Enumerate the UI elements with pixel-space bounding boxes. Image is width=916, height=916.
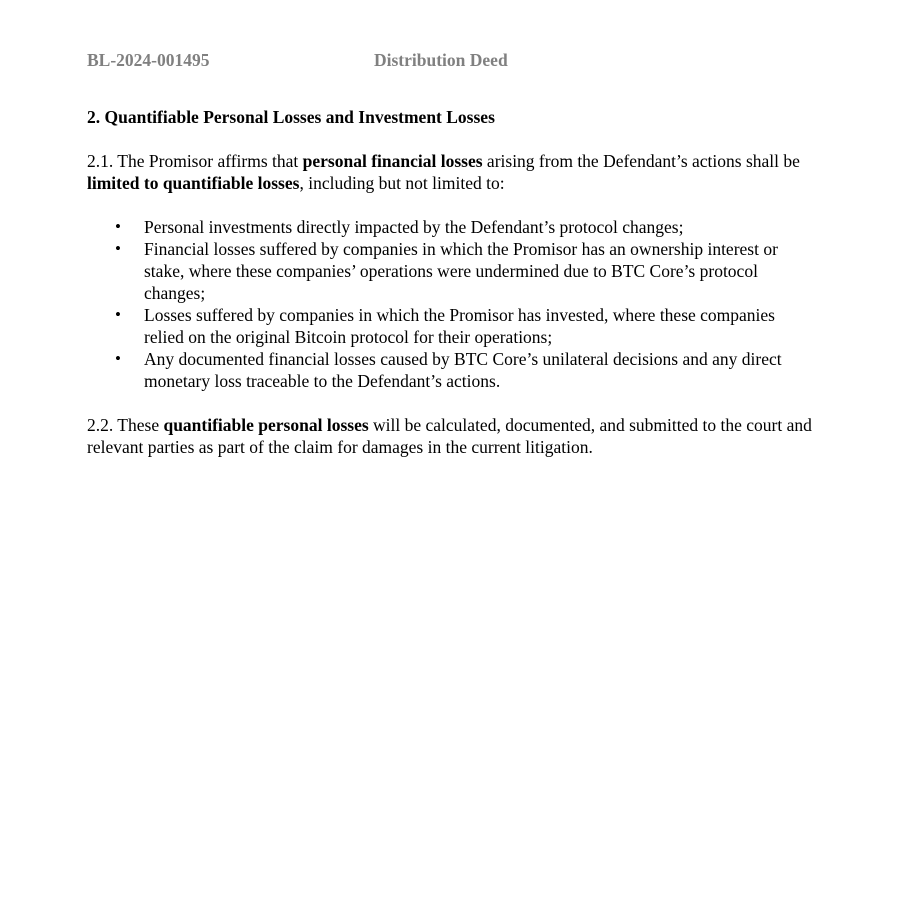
list-item xyxy=(87,238,822,304)
list-item-text: Any documented financial losses caused by BTC Core’s unilateral decisions and any direct monetary loss traceable to the Defendant’s actions. xyxy=(144,349,782,391)
clause-2-2-bold-a: quantifiable personal losses xyxy=(163,415,369,435)
list-item-text: Financial losses suffered by companies in which the Promisor has an ownership interest or stake, where these companies’ operations were undermined due to BTC Core’s protocol changes; xyxy=(144,239,778,303)
clause-2-1-text-a: 2.1. The Promisor affirms that xyxy=(87,151,303,171)
document-title: Distribution Deed xyxy=(374,50,508,70)
bullet-icon: • xyxy=(115,305,121,324)
clause-2-1-text-b: arising from the Defendant’s actions shall be xyxy=(482,151,800,171)
clause-2-2-text-b: will be calculated, documented, and submitted to the court and relevant parties as part of the claim for damages in the current litigation. xyxy=(87,415,812,457)
clause-2-1-bold-a: personal financial losses xyxy=(302,151,483,171)
clause-2-1 xyxy=(87,150,822,194)
clause-2-2-text-a: 2.2. These xyxy=(87,415,164,435)
list-item xyxy=(87,216,822,238)
document-reference-number: BL-2024-001495 xyxy=(87,50,210,70)
document-body xyxy=(87,106,822,458)
clause-2-1-bold-b: limited to quantifiable losses xyxy=(87,173,300,193)
page-header xyxy=(87,50,827,72)
bullet-icon: • xyxy=(115,217,121,236)
bullet-icon: • xyxy=(115,349,121,368)
bullet-icon: • xyxy=(115,239,121,258)
list-item xyxy=(87,304,822,348)
loss-types-list xyxy=(87,216,822,392)
section-heading: 2. Quantifiable Personal Losses and Investment Losses xyxy=(87,107,495,127)
clause-2-2 xyxy=(87,414,822,458)
clause-2-1-text-c: , including but not limited to: xyxy=(299,173,505,193)
list-item-text: Losses suffered by companies in which the Promisor has invested, where these companies relied on the original Bitcoin protocol for their operations; xyxy=(144,305,775,347)
list-item xyxy=(87,348,822,392)
list-item-text: Personal investments directly impacted by the Defendant’s protocol changes; xyxy=(144,217,684,237)
